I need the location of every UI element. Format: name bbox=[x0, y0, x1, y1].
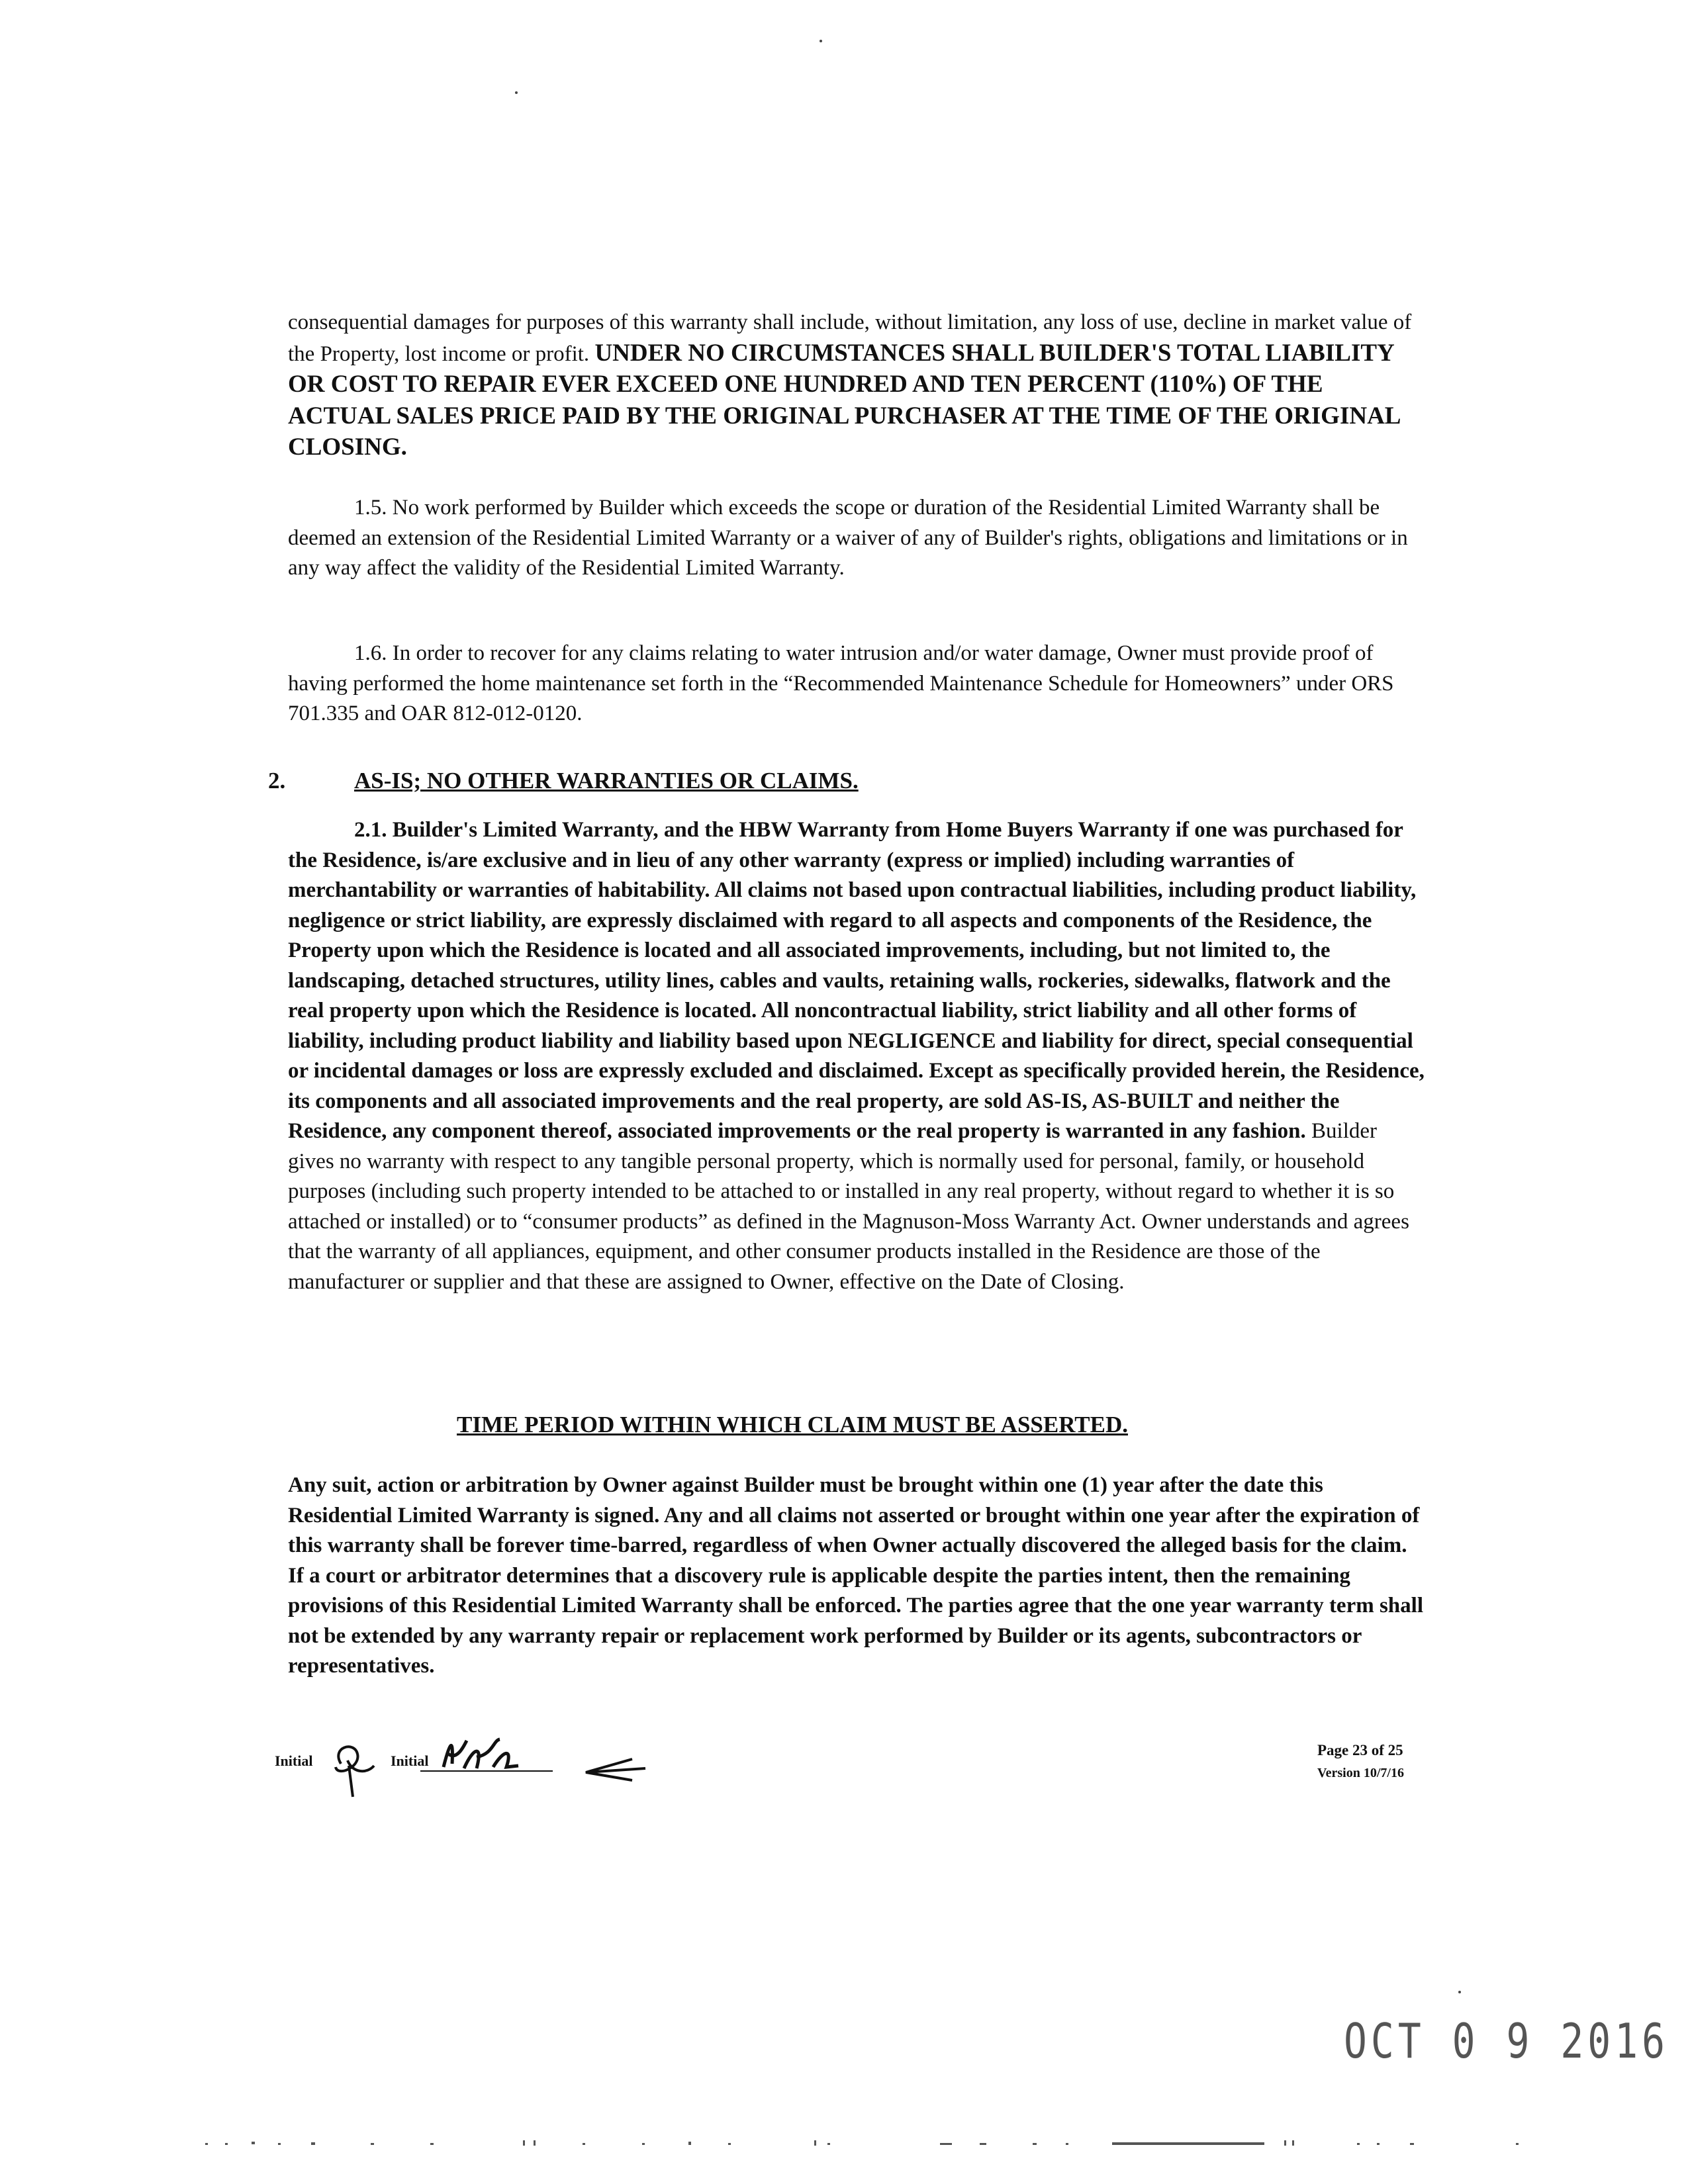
initials-row bbox=[275, 1727, 738, 1800]
section-2-number: 2. bbox=[268, 768, 286, 794]
page-number: Page 23 of 25 bbox=[1317, 1742, 1403, 1758]
initial-label-1: Initial bbox=[275, 1752, 313, 1769]
paragraph-2-1-bold-text: 2.1. Builder's Limited Warranty, and the HBW Warranty from Home Buyers Warranty if one was purchased for the Residence, is/are exclusive and in lieu of any other warranty (express or implied) including warranties of merchantability or warranties of habitability. All claims not based upon contractual liabilities, including product liability, negligence or strict liability, are expressly disclaimed with regard to all aspects and components of the Residence, the Property upon which the Residence is located and all associated improvements, including, but not limited to, the landscaping, detached structures, utility lines, cables and vaults, retaining walls, rockeries, sidewalks, flatwork and the real property upon which the Residence is located. All noncontractual liability, strict liability and all other forms of liability, including product liability and liability based upon NEGLIGENCE and liability for direct, special consequential or incidental damages or loss are expressly excluded and disclaimed. Except as specifically provided herein, the Residence, its components and all associated improvements and the real property, are sold AS-IS, AS-BUILT and neither the Residence, any component thereof, associated improvements or the real property is warranted in any fashion. bbox=[288, 818, 1425, 1143]
paragraph-2-1 bbox=[288, 815, 1427, 1297]
time-period-title: TIME PERIOD WITHIN WHICH CLAIM MUST BE ASSERTED. bbox=[457, 1412, 1128, 1437]
initials-signature-icon bbox=[275, 1727, 738, 1800]
liability-cap-bold-text: UNDER NO CIRCUMSTANCES SHALL BUILDER'S TOTAL LIABILITY OR COST TO REPAIR EVER EXCEED ONE HUNDRED AND TEN PERCENT (110%) OF THE ACTUAL SALES PRICE PAID BY THE ORIGINAL PURCHASER AT THE TIME OF THE ORIGINAL CLOSING. bbox=[288, 339, 1400, 461]
initial-label-2: Initial bbox=[391, 1752, 429, 1769]
section-2-title: AS-IS; NO OTHER WARRANTIES OR CLAIMS. bbox=[354, 768, 859, 794]
paragraph-2-1-plain-text: Builder gives no warranty with respect to any tangible personal property, which is normally used for personal, family, or household purposes (including such property intended to be attached to or installed in any real property, without regard to whether it is so attached or installed) or to “consumer products” as defined in the Magnuson-Moss Warranty Act. Owner understands and agrees that the warranty of all appliances, equipment, and other consumer products installed in the Residence are those of the manufacturer or supplier and that these are assigned to Owner, effective on the Date of Closing. bbox=[288, 1119, 1409, 1294]
paragraph-consequential-damages bbox=[288, 308, 1427, 464]
paragraph-plain-text: consequential damages for purposes of this warranty shall include, without limitation, any loss of use, decline in market value of the Property, lost income or profit. bbox=[288, 310, 1412, 366]
paragraph-1-5: 1.5. No work performed by Builder which exceeds the scope or duration of the Residential Limited Warranty shall be deemed an extension of the Residential Limited Warranty or a waiver of any of Builder's rights, obligations and limitations or in any way affect the validity of the Residential Limited Warranty. bbox=[288, 496, 1408, 580]
received-date-stamp: OCT 0 9 2016 bbox=[1344, 2013, 1669, 2070]
page-footer bbox=[1317, 1739, 1404, 1784]
time-period-body: Any suit, action or arbitration by Owner against Builder must be brought within one (1) year after the date this Residential Limited Warranty is signed. Any and all claims not asserted or brought within one year after the expiration of this warranty shall be forever time-barred, regardless of when Owner actually discovered the alleged basis for the claim. If a court or arbitrator determines that a discovery rule is applicable despite the parties intent, then the remaining provisions of this Residential Limited Warranty shall be enforced. The parties agree that the one year warranty term shall not be extended by any warranty repair or replacement work performed by Builder or its agents, subcontractors or representatives. bbox=[288, 1473, 1424, 1678]
version-label: Version 10/7/16 bbox=[1317, 1766, 1404, 1780]
paragraph-1-6: 1.6. In order to recover for any claims relating to water intrusion and/or water damage, Owner must provide proof of having performed the home maintenance set forth in the “Recommended Maintenance Schedule for Homeowners” under ORS 701.335 and OAR 812-012-0120. bbox=[288, 641, 1394, 725]
